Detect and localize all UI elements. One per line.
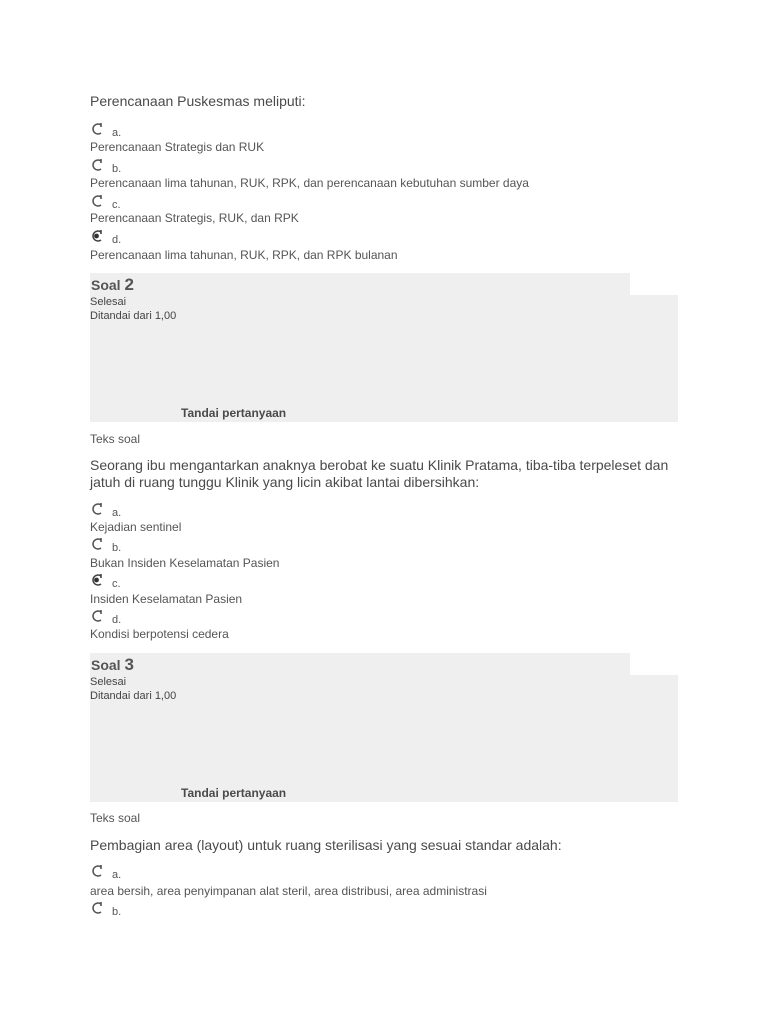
- flag-question-2-button[interactable]: Tandai pertanyaan: [181, 406, 287, 420]
- q1-option-d-text: Perencanaan lima tahunan, RUK, RPK, dan RPK bulanan: [90, 248, 398, 262]
- soal-label: Soal: [91, 277, 121, 293]
- q2-option-c-text: Insiden Keselamatan Pasien: [90, 592, 243, 606]
- radio-icon[interactable]: [90, 158, 104, 172]
- radio-icon[interactable]: [90, 502, 104, 516]
- q1-option-d-letter: d.: [112, 234, 122, 246]
- q1-option-a-letter: a.: [112, 127, 122, 139]
- radio-selected-icon[interactable]: [90, 573, 104, 587]
- question-3-text: Pembagian area (layout) untuk ruang sterilisasi yang sesuai standar adalah:: [90, 837, 562, 853]
- q2-option-a-letter: a.: [112, 507, 122, 519]
- soal-3-info: [90, 675, 678, 802]
- question-2-text: Seorang ibu mengantarkan anaknya berobat ke suatu Klinik Pratama, tiba-tiba terpeleset dan jatuh di ruang tunggu Klinik yang licin akibat lantai dibersihkan:: [90, 457, 669, 490]
- q3-option-b-letter: b.: [112, 906, 122, 918]
- radio-icon[interactable]: [90, 864, 104, 878]
- q1-option-c-letter: c.: [112, 199, 121, 211]
- q3-teks-soal-label: Teks soal: [90, 811, 141, 825]
- soal-number: 2: [124, 275, 134, 294]
- flag-question-3-button[interactable]: Tandai pertanyaan: [181, 786, 287, 800]
- q2-option-a-text: Kejadian sentinel: [90, 520, 182, 534]
- soal-number: 3: [124, 655, 134, 674]
- radio-icon[interactable]: [90, 609, 104, 623]
- radio-icon[interactable]: [90, 537, 104, 551]
- radio-icon[interactable]: [90, 194, 104, 208]
- q2-option-b-text: Bukan Insiden Keselamatan Pasien: [90, 556, 280, 570]
- soal-2-header: [90, 273, 630, 295]
- soal-3-mark: Ditandai dari 1,00: [90, 690, 177, 702]
- q2-option-d-text: Kondisi berpotensi cedera: [90, 627, 229, 641]
- q2-option-d-letter: d.: [112, 614, 122, 626]
- question-1-text: Perencanaan Puskesmas meliputi:: [90, 93, 306, 109]
- radio-selected-icon[interactable]: [90, 229, 104, 243]
- q1-option-c-text: Perencanaan Strategis, RUK, dan RPK: [90, 211, 299, 225]
- soal-2-status: Selesai: [90, 296, 127, 308]
- soal-2-title: [91, 275, 134, 295]
- radio-icon[interactable]: [90, 122, 104, 136]
- q3-option-a-text: area bersih, area penyimpanan alat steril, area distribusi, area administrasi: [90, 884, 487, 898]
- q1-option-b-text: Perencanaan lima tahunan, RUK, RPK, dan perencanaan kebutuhan sumber daya: [90, 176, 529, 190]
- q1-option-b-letter: b.: [112, 163, 122, 175]
- soal-label: Soal: [91, 657, 121, 673]
- soal-2-info: [90, 295, 678, 422]
- q2-option-c-letter: c.: [112, 578, 121, 590]
- soal-3-title: [91, 655, 134, 675]
- q2-teks-soal-label: Teks soal: [90, 432, 141, 446]
- radio-icon[interactable]: [90, 901, 104, 915]
- soal-3-status: Selesai: [90, 676, 127, 688]
- q3-option-a-letter: a.: [112, 869, 122, 881]
- soal-2-mark: Ditandai dari 1,00: [90, 310, 177, 322]
- q2-option-b-letter: b.: [112, 542, 122, 554]
- q1-option-a-text: Perencanaan Strategis dan RUK: [90, 140, 265, 154]
- soal-3-header: [90, 653, 630, 675]
